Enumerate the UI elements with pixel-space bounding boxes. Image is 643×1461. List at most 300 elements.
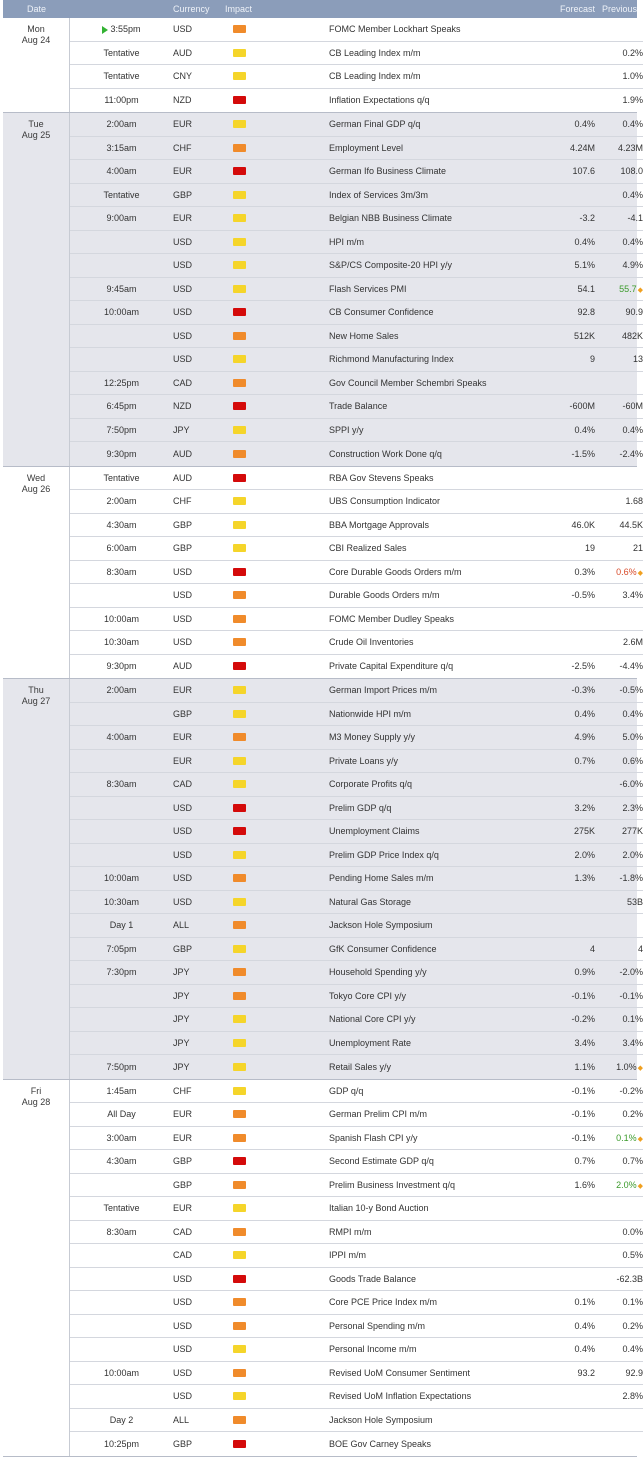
event-row[interactable]	[70, 160, 643, 184]
event-title[interactable]: CB Consumer Confidence	[329, 307, 434, 318]
event-row[interactable]	[70, 1197, 643, 1221]
event-forecast: 4.9%	[574, 732, 595, 743]
event-title[interactable]: FOMC Member Lockhart Speaks	[329, 24, 461, 35]
impact-low-icon[interactable]	[233, 521, 246, 529]
event-row[interactable]	[70, 914, 643, 938]
impact-medium-icon[interactable]	[233, 733, 246, 741]
event-title[interactable]: FOMC Member Dudley Speaks	[329, 613, 455, 624]
event-time	[70, 920, 173, 930]
impact-high-icon[interactable]	[233, 1157, 246, 1165]
event-title[interactable]: CB Leading Index m/m	[329, 71, 421, 82]
impact-low-icon[interactable]	[233, 49, 246, 57]
event-currency: ALL	[173, 1414, 190, 1425]
revised-icon[interactable]: ◆	[637, 286, 643, 294]
event-row[interactable]	[70, 89, 643, 113]
event-title[interactable]: Prelim GDP Price Index q/q	[329, 849, 439, 860]
event-row[interactable]	[70, 184, 643, 208]
event-row[interactable]	[70, 18, 643, 42]
event-previous-value: 0.6%	[622, 755, 643, 766]
impact-low-icon[interactable]	[233, 1087, 246, 1095]
impact-medium-icon[interactable]	[233, 1110, 246, 1118]
event-rows	[70, 113, 643, 466]
impact-low-icon[interactable]	[233, 1392, 246, 1400]
event-currency: USD	[173, 802, 193, 813]
event-time-text: 7:30pm	[106, 967, 137, 978]
event-time-text: Tentative	[103, 472, 140, 483]
event-title[interactable]: GfK Consumer Confidence	[329, 943, 437, 954]
event-row[interactable]	[70, 301, 643, 325]
event-impact	[225, 710, 329, 718]
event-title[interactable]: Household Spending y/y	[329, 967, 427, 978]
event-previous-value: 0.0%	[622, 1226, 643, 1237]
event-title[interactable]: CB Leading Index m/m	[329, 47, 421, 58]
event-title[interactable]: German Ifo Business Climate	[329, 166, 447, 177]
impact-medium-icon[interactable]	[233, 874, 246, 882]
impact-medium-icon[interactable]	[233, 25, 246, 33]
impact-medium-icon[interactable]	[233, 1369, 246, 1377]
impact-medium-icon[interactable]	[233, 1298, 246, 1306]
event-time-text: 8:30am	[106, 779, 137, 790]
event-currency: AUD	[173, 47, 193, 58]
impact-medium-icon[interactable]	[233, 992, 246, 1000]
impact-low-icon[interactable]	[233, 851, 246, 859]
impact-medium-icon[interactable]	[233, 591, 246, 599]
impact-high-icon[interactable]	[233, 804, 246, 812]
impact-low-icon[interactable]	[233, 1039, 246, 1047]
header-date[interactable]: Date	[26, 4, 46, 14]
event-row[interactable]	[70, 537, 643, 561]
event-previous-value: 2.3%	[622, 802, 643, 813]
event-title[interactable]: Revised UoM Consumer Sentiment	[329, 1367, 471, 1378]
impact-medium-icon[interactable]	[233, 332, 246, 340]
event-impact	[225, 355, 329, 363]
event-previous	[595, 354, 643, 364]
event-row[interactable]	[70, 348, 643, 372]
impact-low-icon[interactable]	[233, 120, 246, 128]
impact-low-icon[interactable]	[233, 1251, 246, 1259]
calendar-header	[3, 0, 637, 18]
event-previous-value: 2.0%	[622, 849, 643, 860]
event-title[interactable]: New Home Sales	[329, 330, 399, 341]
event-currency: GBP	[173, 189, 193, 200]
event-row[interactable]	[70, 442, 643, 466]
event-row[interactable]	[70, 844, 643, 868]
event-impact	[225, 1039, 329, 1047]
event-row[interactable]	[70, 231, 643, 255]
event-title[interactable]: Jackson Hole Symposium	[329, 920, 433, 931]
event-row[interactable]	[70, 325, 643, 349]
impact-low-icon[interactable]	[233, 945, 246, 953]
event-title[interactable]: Flash Services PMI	[329, 283, 407, 294]
event-title[interactable]: Personal Spending m/m	[329, 1320, 426, 1331]
revised-icon[interactable]: ◆	[637, 569, 643, 577]
impact-high-icon[interactable]	[233, 308, 246, 316]
event-previous	[595, 520, 643, 530]
event-title[interactable]: Gov Council Member Schembri Speaks	[329, 377, 487, 388]
event-forecast: -0.1%	[571, 1085, 595, 1096]
event-row[interactable]	[70, 1362, 643, 1386]
event-previous-value: 53B	[626, 896, 643, 907]
impact-low-icon[interactable]	[233, 214, 246, 222]
event-title[interactable]: Corporate Profits q/q	[329, 779, 413, 790]
event-row[interactable]	[70, 65, 643, 89]
event-previous	[595, 1062, 643, 1072]
event-row[interactable]	[70, 1432, 643, 1456]
event-forecast: 5.1%	[574, 260, 595, 271]
impact-low-icon[interactable]	[233, 355, 246, 363]
event-previous-value: 0.6%	[616, 566, 637, 577]
event-impact	[225, 521, 329, 529]
impact-low-icon[interactable]	[233, 710, 246, 718]
event-row[interactable]	[70, 278, 643, 302]
impact-low-icon[interactable]	[233, 1204, 246, 1212]
impact-high-icon[interactable]	[233, 167, 246, 175]
event-forecast: 0.4%	[574, 708, 595, 719]
event-title[interactable]: Core Durable Goods Orders m/m	[329, 566, 462, 577]
event-row[interactable]	[70, 608, 643, 632]
event-title[interactable]: Nationwide HPI m/m	[329, 708, 412, 719]
impact-low-icon[interactable]	[233, 497, 246, 505]
event-previous-value: 5.0%	[622, 732, 643, 743]
event-previous-value: 90.9	[625, 307, 643, 318]
event-currency: USD	[173, 330, 193, 341]
impact-low-icon[interactable]	[233, 1063, 246, 1071]
event-row[interactable]	[70, 1008, 643, 1032]
event-row[interactable]	[70, 1385, 643, 1409]
event-time	[70, 1086, 173, 1096]
event-impact	[225, 851, 329, 859]
event-row[interactable]	[70, 750, 643, 774]
event-previous	[595, 732, 643, 742]
revised-icon[interactable]: ◆	[637, 1135, 643, 1143]
impact-low-icon[interactable]	[233, 898, 246, 906]
event-row[interactable]	[70, 113, 643, 137]
event-time-text: 2:00am	[106, 119, 137, 130]
event-row[interactable]	[70, 703, 643, 727]
impact-medium-icon[interactable]	[233, 638, 246, 646]
event-row[interactable]	[70, 631, 643, 655]
event-title[interactable]: German Prelim CPI m/m	[329, 1109, 428, 1120]
event-time	[70, 1109, 173, 1119]
event-row[interactable]	[70, 514, 643, 538]
date-cell	[3, 467, 70, 679]
impact-high-icon[interactable]	[233, 568, 246, 576]
event-impact	[225, 945, 329, 953]
revised-icon[interactable]: ◆	[637, 1064, 643, 1072]
weekday-label: Fri	[30, 1085, 42, 1096]
event-title[interactable]: Inflation Expectations q/q	[329, 95, 430, 106]
weekday-label: Thu	[28, 685, 44, 695]
event-forecast: 3.4%	[574, 1037, 595, 1048]
event-previous	[595, 213, 643, 223]
header-currency[interactable]: Currency	[173, 4, 210, 14]
event-title[interactable]: Core PCE Price Index m/m	[329, 1297, 438, 1308]
event-row[interactable]	[70, 254, 643, 278]
event-previous	[595, 1133, 643, 1143]
event-title[interactable]: Tokyo Core CPI y/y	[329, 990, 407, 1001]
event-row[interactable]	[70, 561, 643, 585]
event-row[interactable]	[70, 797, 643, 821]
event-currency: CAD	[173, 1226, 193, 1237]
impact-low-icon[interactable]	[233, 191, 246, 199]
event-currency: USD	[173, 354, 193, 365]
impact-medium-icon[interactable]	[233, 1181, 246, 1189]
impact-medium-icon[interactable]	[233, 968, 246, 976]
event-previous-value: -60M	[622, 401, 643, 412]
event-currency: EUR	[173, 166, 193, 177]
header-previous[interactable]: Previous	[601, 4, 637, 14]
event-row[interactable]	[70, 1291, 643, 1315]
event-forecast: -0.5%	[571, 590, 595, 601]
event-row[interactable]	[70, 467, 643, 491]
event-impact	[225, 544, 329, 552]
event-row[interactable]	[70, 961, 643, 985]
event-row[interactable]	[70, 1221, 643, 1245]
event-previous-value: 0.2%	[622, 1109, 643, 1120]
impact-medium-icon[interactable]	[233, 1134, 246, 1142]
impact-low-icon[interactable]	[233, 72, 246, 80]
impact-low-icon[interactable]	[233, 261, 246, 269]
event-time-text: 10:30am	[103, 896, 140, 907]
event-title[interactable]: GDP q/q	[329, 1085, 364, 1096]
event-previous	[595, 1250, 643, 1260]
event-impact	[225, 804, 329, 812]
event-title[interactable]: Prelim Business Investment q/q	[329, 1179, 456, 1190]
impact-medium-icon[interactable]	[233, 1322, 246, 1330]
impact-high-icon[interactable]	[233, 474, 246, 482]
event-row[interactable]	[70, 891, 643, 915]
impact-medium-icon[interactable]	[233, 144, 246, 152]
event-previous	[595, 1344, 643, 1354]
event-impact	[225, 1228, 329, 1236]
day-group	[3, 18, 643, 113]
event-title[interactable]: Belgian NBB Business Climate	[329, 213, 453, 224]
event-row[interactable]	[70, 1244, 643, 1268]
event-row[interactable]	[70, 1268, 643, 1292]
event-title[interactable]: CBI Realized Sales	[329, 543, 407, 554]
revised-icon[interactable]: ◆	[637, 1182, 643, 1190]
event-time	[70, 213, 173, 223]
event-currency: USD	[173, 613, 193, 624]
event-row[interactable]	[70, 726, 643, 750]
event-title[interactable]: Private Capital Expenditure q/q	[329, 661, 454, 672]
event-title[interactable]: RMPI m/m	[329, 1226, 372, 1237]
play-icon	[102, 26, 108, 34]
impact-high-icon[interactable]	[233, 96, 246, 104]
event-previous-value: 2.8%	[622, 1391, 643, 1402]
impact-medium-icon[interactable]	[233, 1416, 246, 1424]
event-row[interactable]	[70, 1150, 643, 1174]
event-currency: USD	[173, 283, 193, 294]
event-title[interactable]: Revised UoM Inflation Expectations	[329, 1391, 472, 1402]
event-time-text: Tentative	[103, 71, 140, 82]
event-title[interactable]: Pending Home Sales m/m	[329, 873, 434, 884]
event-previous-value: 277K	[621, 826, 643, 837]
impact-low-icon[interactable]	[233, 544, 246, 552]
impact-high-icon[interactable]	[233, 827, 246, 835]
event-impact	[225, 1087, 329, 1095]
impact-low-icon[interactable]	[233, 285, 246, 293]
event-time-text: Tentative	[103, 189, 140, 200]
event-row[interactable]	[70, 584, 643, 608]
event-row[interactable]	[70, 867, 643, 891]
event-previous-value: 0.7%	[622, 1156, 643, 1167]
impact-low-icon[interactable]	[233, 686, 246, 694]
event-title[interactable]: National Core CPI y/y	[329, 1014, 416, 1025]
event-title[interactable]: German Final GDP q/q	[329, 119, 421, 130]
event-row[interactable]	[70, 372, 643, 396]
event-title[interactable]: SPPI y/y	[329, 424, 364, 435]
event-row[interactable]	[70, 773, 643, 797]
impact-medium-icon[interactable]	[233, 450, 246, 458]
event-currency: EUR	[173, 732, 193, 743]
event-forecast: -600M	[569, 401, 595, 412]
header-impact[interactable]: Impact	[225, 4, 253, 14]
event-currency: AUD	[173, 472, 193, 483]
event-title[interactable]: Richmond Manufacturing Index	[329, 354, 454, 365]
impact-medium-icon[interactable]	[233, 921, 246, 929]
event-forecast: 4.24M	[569, 142, 595, 153]
event-title[interactable]: Unemployment Rate	[329, 1037, 412, 1048]
event-row[interactable]	[70, 42, 643, 66]
event-row[interactable]	[70, 1409, 643, 1433]
impact-medium-icon[interactable]	[233, 615, 246, 623]
event-time	[70, 143, 173, 153]
event-title[interactable]: Unemployment Claims	[329, 826, 420, 837]
event-previous-value: -2.0%	[619, 967, 643, 978]
impact-medium-icon[interactable]	[233, 1228, 246, 1236]
impact-low-icon[interactable]	[233, 1015, 246, 1023]
event-title[interactable]: Personal Income m/m	[329, 1344, 417, 1355]
event-row[interactable]	[70, 1080, 643, 1104]
event-title[interactable]: Retail Sales y/y	[329, 1061, 392, 1072]
event-title[interactable]: IPPI m/m	[329, 1250, 367, 1261]
event-title[interactable]: Employment Level	[329, 142, 404, 153]
event-time-text: 10:00am	[103, 1367, 140, 1378]
event-time-text: 3:55pm	[110, 24, 141, 35]
event-impact	[225, 1275, 329, 1283]
event-currency: GBP	[173, 708, 193, 719]
event-row[interactable]	[70, 137, 643, 161]
event-previous-value: 3.4%	[622, 1037, 643, 1048]
header-forecast[interactable]: Forecast	[559, 4, 595, 14]
event-previous-value: 4.23M	[617, 142, 643, 153]
event-row[interactable]	[70, 679, 643, 703]
event-title[interactable]: Goods Trade Balance	[329, 1273, 417, 1284]
event-title[interactable]: Durable Goods Orders m/m	[329, 590, 440, 601]
event-row[interactable]	[70, 207, 643, 231]
event-previous-value: 108.0	[620, 166, 643, 177]
impact-low-icon[interactable]	[233, 238, 246, 246]
event-title[interactable]: Trade Balance	[329, 401, 388, 412]
event-row[interactable]	[70, 395, 643, 419]
impact-high-icon[interactable]	[233, 402, 246, 410]
impact-high-icon[interactable]	[233, 662, 246, 670]
event-title[interactable]: RBA Gov Stevens Speaks	[329, 472, 434, 483]
event-row[interactable]	[70, 1055, 643, 1079]
event-previous-value: 0.2%	[622, 47, 643, 58]
impact-high-icon[interactable]	[233, 1440, 246, 1448]
impact-low-icon[interactable]	[233, 426, 246, 434]
event-title[interactable]: BOE Gov Carney Speaks	[329, 1438, 432, 1449]
event-title[interactable]: Natural Gas Storage	[329, 896, 412, 907]
event-impact	[225, 686, 329, 694]
event-title[interactable]: German Import Prices m/m	[329, 685, 438, 696]
event-currency: JPY	[173, 1061, 190, 1072]
event-time	[70, 567, 173, 577]
date-cell	[3, 679, 70, 1079]
event-row[interactable]	[70, 419, 643, 443]
event-row[interactable]	[70, 938, 643, 962]
event-title[interactable]: S&P/CS Composite-20 HPI y/y	[329, 260, 453, 271]
event-time	[70, 520, 173, 530]
event-time	[70, 779, 173, 789]
event-title[interactable]: Jackson Hole Symposium	[329, 1414, 433, 1425]
event-row[interactable]	[70, 1338, 643, 1362]
event-previous	[595, 331, 643, 341]
event-title[interactable]: HPI m/m	[329, 236, 364, 247]
event-title[interactable]: M3 Money Supply y/y	[329, 732, 416, 743]
event-row[interactable]	[70, 820, 643, 844]
event-forecast: 0.1%	[574, 1297, 595, 1308]
event-previous	[595, 1227, 643, 1237]
event-impact	[225, 120, 329, 128]
event-forecast: 107.6	[572, 166, 595, 177]
event-previous-value: 55.7	[619, 283, 637, 294]
impact-low-icon[interactable]	[233, 780, 246, 788]
event-title[interactable]: BBA Mortgage Approvals	[329, 519, 430, 530]
event-impact	[225, 96, 329, 104]
event-title[interactable]: Italian 10-y Bond Auction	[329, 1203, 429, 1214]
impact-high-icon[interactable]	[233, 1275, 246, 1283]
event-title[interactable]: Index of Services 3m/3m	[329, 189, 429, 200]
event-previous-value: 0.2%	[622, 1320, 643, 1331]
event-time-text: 7:05pm	[106, 943, 137, 954]
event-previous-value: 1.9%	[622, 95, 643, 106]
impact-low-icon[interactable]	[233, 1345, 246, 1353]
impact-medium-icon[interactable]	[233, 379, 246, 387]
event-previous-value: 0.4%	[622, 236, 643, 247]
event-rows	[70, 467, 643, 679]
event-impact	[225, 1322, 329, 1330]
weekday-label: Mon	[27, 24, 45, 34]
event-time	[70, 401, 173, 411]
event-impact	[225, 72, 329, 80]
event-row[interactable]	[70, 1315, 643, 1339]
impact-low-icon[interactable]	[233, 757, 246, 765]
event-previous	[595, 967, 643, 977]
event-title[interactable]: Prelim GDP q/q	[329, 802, 392, 813]
event-previous	[595, 567, 643, 577]
event-row[interactable]	[70, 1032, 643, 1056]
event-previous	[595, 449, 643, 459]
event-row[interactable]	[70, 985, 643, 1009]
event-row[interactable]	[70, 655, 643, 679]
event-currency: USD	[173, 260, 193, 271]
event-row[interactable]	[70, 1174, 643, 1198]
event-title[interactable]: Spanish Flash CPI y/y	[329, 1132, 418, 1143]
event-title[interactable]: UBS Consumption Indicator	[329, 496, 441, 507]
event-title[interactable]: Construction Work Done q/q	[329, 448, 442, 459]
event-previous	[595, 543, 643, 553]
event-title[interactable]: Crude Oil Inventories	[329, 637, 414, 648]
event-forecast: -0.1%	[571, 1132, 595, 1143]
event-title[interactable]: Private Loans y/y	[329, 755, 399, 766]
event-title[interactable]: Second Estimate GDP q/q	[329, 1156, 434, 1167]
event-row[interactable]	[70, 1127, 643, 1151]
event-row[interactable]	[70, 1103, 643, 1127]
event-row[interactable]	[70, 490, 643, 514]
